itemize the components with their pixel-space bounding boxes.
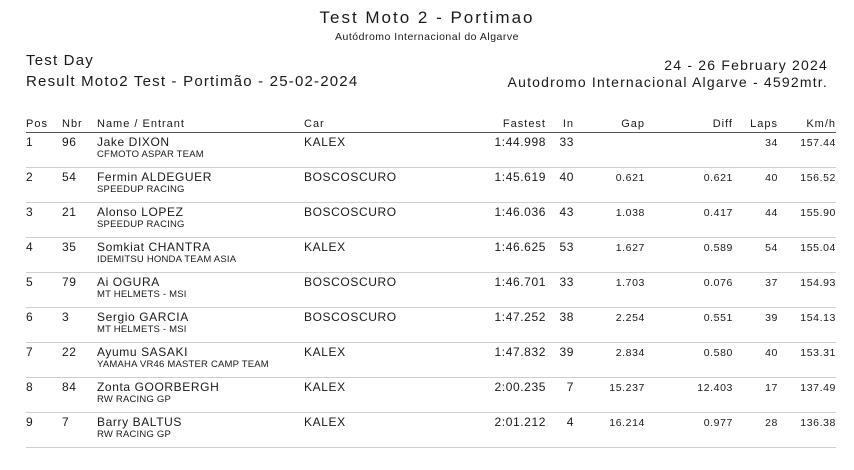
table-body — [26, 133, 836, 448]
laps-cell: 17 — [765, 382, 778, 394]
table-row — [26, 168, 836, 203]
in-lap-cell: 33 — [559, 275, 574, 289]
diff-cell: 0.076 — [703, 277, 733, 289]
in-lap-cell: 33 — [559, 135, 574, 149]
in-lap-cell: 53 — [559, 240, 574, 254]
car-cell: BOSCOSCURO — [304, 170, 397, 184]
in-lap-cell: 39 — [559, 345, 574, 359]
car-cell: KALEX — [304, 345, 346, 359]
diff-cell: 0.589 — [703, 242, 733, 254]
table-row — [26, 343, 836, 378]
entrant-team: CFMOTO ASPAR TEAM — [97, 149, 204, 160]
diff-cell: 0.621 — [703, 172, 733, 184]
number-cell: 54 — [62, 170, 77, 184]
car-cell: KALEX — [304, 240, 346, 254]
car-cell: BOSCOSCURO — [304, 205, 397, 219]
number-cell: 22 — [62, 345, 77, 359]
laps-cell: 40 — [765, 347, 778, 359]
gap-cell: 2.834 — [615, 347, 645, 359]
rider-name: Ayumu SASAKI — [97, 345, 189, 359]
number-cell: 21 — [62, 205, 77, 219]
car-cell: KALEX — [304, 380, 346, 394]
fastest-cell: 1:46.701 — [494, 275, 546, 289]
col-fastest: Fastest — [502, 118, 546, 130]
car-cell: BOSCOSCURO — [304, 275, 397, 289]
laps-cell: 37 — [765, 277, 778, 289]
car-cell: BOSCOSCURO — [304, 310, 397, 324]
fastest-cell: 1:44.998 — [494, 135, 546, 149]
in-lap-cell: 4 — [566, 415, 574, 429]
diff-cell: 12.403 — [697, 382, 733, 394]
gap-cell: 1.038 — [615, 207, 645, 219]
laps-cell: 39 — [765, 312, 778, 324]
table-row — [26, 203, 836, 238]
col-nbr: Nbr — [62, 118, 83, 130]
rider-name: Fermin ALDEGUER — [97, 170, 213, 184]
page-title: Test Moto 2 - Portimao — [319, 8, 535, 27]
speed-cell: 153.31 — [800, 347, 836, 359]
fastest-cell: 2:01.212 — [494, 415, 546, 429]
rider-name: Barry BALTUS — [97, 415, 182, 429]
pos-cell: 9 — [26, 415, 34, 429]
gap-cell: 0.621 — [615, 172, 645, 184]
table-row — [26, 273, 836, 308]
table-row — [26, 238, 836, 273]
table-row — [26, 378, 836, 413]
number-cell: 35 — [62, 240, 77, 254]
col-name: Name / Entrant — [97, 118, 185, 130]
entrant-team: SPEEDUP RACING — [97, 184, 185, 195]
entrant-team: IDEMITSU HONDA TEAM ASIA — [97, 254, 237, 265]
pos-cell: 2 — [26, 170, 34, 184]
gap-cell: 16.214 — [609, 417, 645, 429]
speed-cell: 156.52 — [800, 172, 836, 184]
table-header — [26, 118, 836, 133]
diff-cell: 0.551 — [703, 312, 733, 324]
car-cell: KALEX — [304, 415, 346, 429]
entrant-team: MT HELMETS - MSI — [97, 289, 187, 300]
gap-cell: 1.703 — [615, 277, 645, 289]
rider-name: Somkiat CHANTRA — [97, 240, 211, 254]
event-dates: 24 - 26 February 2024 — [664, 57, 828, 73]
in-lap-cell: 7 — [566, 380, 574, 394]
laps-cell: 44 — [765, 207, 778, 219]
col-gap: Gap — [621, 118, 645, 130]
table-row — [26, 308, 836, 343]
speed-cell: 136.38 — [800, 417, 836, 429]
circuit-subtitle: Autódromo Internacional do Algarve — [335, 31, 519, 43]
pos-cell: 8 — [26, 380, 34, 394]
col-pos: Pos — [26, 118, 48, 130]
in-lap-cell: 40 — [559, 170, 574, 184]
rider-name: Sergio GARCIA — [97, 310, 189, 324]
table-row — [26, 133, 836, 168]
laps-cell: 28 — [765, 417, 778, 429]
col-laps: Laps — [750, 118, 778, 130]
speed-cell: 157.44 — [800, 137, 836, 149]
col-diff: Diff — [712, 118, 733, 130]
result-heading: Result Moto2 Test - Portimão - 25-02-2024 — [26, 73, 359, 90]
pos-cell: 5 — [26, 275, 34, 289]
in-lap-cell: 38 — [559, 310, 574, 324]
speed-cell: 154.93 — [800, 277, 836, 289]
session-type: Test Day — [26, 52, 94, 69]
gap-cell: 15.237 — [609, 382, 645, 394]
circuit-length: Autodromo Internacional Algarve - 4592mtr. — [507, 74, 828, 90]
diff-cell: 0.977 — [703, 417, 733, 429]
entrant-team: YAMAHA VR46 MASTER CAMP TEAM — [97, 359, 269, 370]
car-cell: KALEX — [304, 135, 346, 149]
rider-name: Ai OGURA — [97, 275, 160, 289]
in-lap-cell: 43 — [559, 205, 574, 219]
col-in: In — [562, 118, 574, 130]
gap-cell: 2.254 — [615, 312, 645, 324]
speed-cell: 155.04 — [800, 242, 836, 254]
number-cell: 84 — [62, 380, 77, 394]
pos-cell: 1 — [26, 135, 34, 149]
entrant-team: RW RACING GP — [97, 394, 172, 405]
laps-cell: 54 — [765, 242, 778, 254]
laps-cell: 40 — [765, 172, 778, 184]
entrant-team: MT HELMETS - MSI — [97, 324, 187, 335]
fastest-cell: 1:47.252 — [494, 310, 546, 324]
speed-cell: 155.90 — [800, 207, 836, 219]
fastest-cell: 1:45.619 — [494, 170, 546, 184]
number-cell: 96 — [62, 135, 77, 149]
speed-cell: 137.49 — [800, 382, 836, 394]
col-car: Car — [304, 118, 325, 130]
fastest-cell: 1:47.832 — [494, 345, 546, 359]
pos-cell: 4 — [26, 240, 34, 254]
entrant-team: SPEEDUP RACING — [97, 219, 185, 230]
number-cell: 3 — [62, 310, 70, 324]
table-row — [26, 413, 836, 448]
entrant-team: RW RACING GP — [97, 429, 172, 440]
laps-cell: 34 — [765, 137, 778, 149]
rider-name: Zonta GOORBERGH — [97, 380, 220, 394]
pos-cell: 7 — [26, 345, 34, 359]
rider-name: Jake DIXON — [97, 135, 170, 149]
results-table — [26, 118, 836, 448]
gap-cell: 1.627 — [615, 242, 645, 254]
col-kmh: Km/h — [806, 118, 836, 130]
number-cell: 79 — [62, 275, 77, 289]
diff-cell: 0.417 — [703, 207, 733, 219]
fastest-cell: 1:46.036 — [494, 205, 546, 219]
speed-cell: 154.13 — [800, 312, 836, 324]
fastest-cell: 1:46.625 — [494, 240, 546, 254]
rider-name: Alonso LOPEZ — [97, 205, 184, 219]
pos-cell: 3 — [26, 205, 34, 219]
number-cell: 7 — [62, 415, 70, 429]
pos-cell: 6 — [26, 310, 34, 324]
fastest-cell: 2:00.235 — [494, 380, 546, 394]
diff-cell: 0.580 — [703, 347, 733, 359]
